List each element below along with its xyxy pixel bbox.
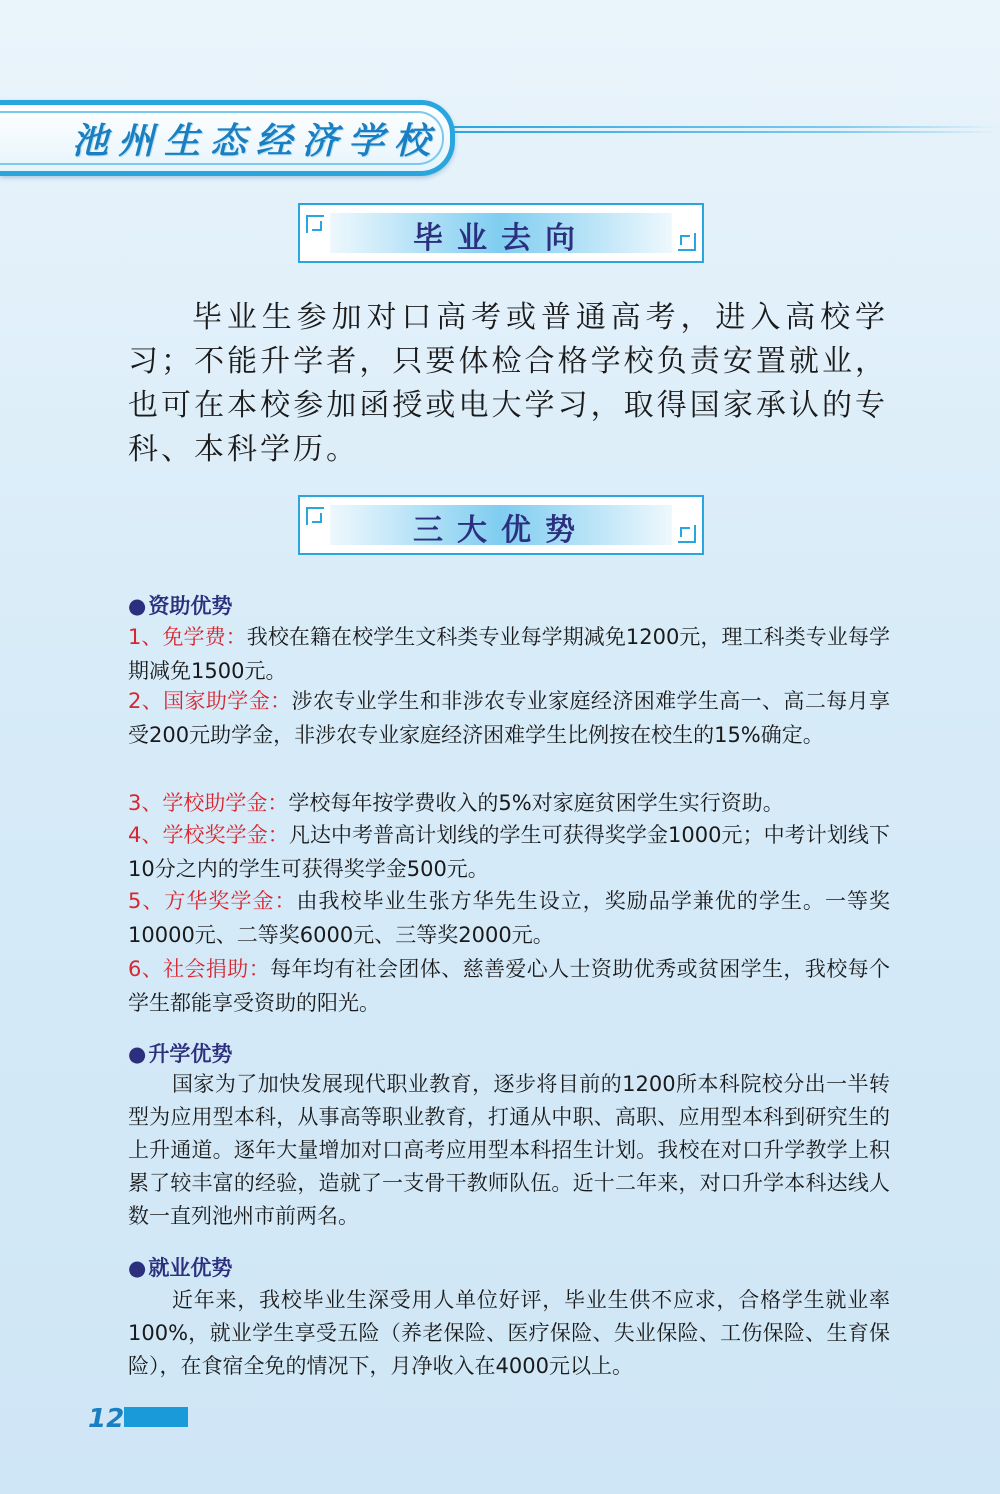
aid-item [128,786,890,820]
graduation-paragraph: 毕业生参加对口高考或普通高考，进入高校学习；不能升学者，只要体检合格学校负责安置就业，也可在本校参加函授或电大学习，取得国家承认的专科、本科学历。 [128,300,888,467]
aid-item-label: 6、社会捐助： [128,957,271,981]
section-title: 三大优势 [413,513,589,548]
page-number: 12 [88,1404,125,1434]
aid-item [128,818,890,886]
aid-item-label: 4、学校奖学金： [128,823,289,847]
aid-item-text: 我校在籍在校学生文科类专业每学期减免1200元，理工科类专业每学期减免1500元。 [128,625,890,683]
school-name: 池州生态经济学校 [72,120,441,162]
aid-item-text: 凡达中考普高计划线的学生可获得奖学金1000元；中考计划线下10分之内的学生可获得奖学金500元。 [128,823,890,881]
header-banner [0,100,455,176]
aid-item-text: 每年均有社会团体、慈善爱心人士资助优秀或贫困学生，我校每个学生都能享受资助的阳光。 [128,957,890,1015]
aid-item-label: 2、国家助学金： [128,689,292,713]
aid-heading: ●资助优势 [128,594,233,618]
aid-item-text: 涉农专业学生和非涉农专业家庭经济困难学生高一、高二每月享受200元助学金，非涉农专业家庭经济困难学生比例按在校生的15%确定。 [128,689,890,747]
employment-paragraph: 近年来，我校毕业生深受用人单位好评，毕业生供不应求，合格学生就业率100%，就业学生享受五险（养老保险、医疗保险、失业保险、工伤保险、生育保险），在食宿全免的情况下，月净收入在4000元以上。 [128,1288,890,1378]
employment-heading: ●就业优势 [128,1256,233,1280]
aid-item [128,952,890,1020]
bullet-dot-icon: ● [128,1256,147,1280]
aid-item-label: 3、学校助学金： [128,791,289,815]
aid-item-label: 1、免学费： [128,625,247,649]
section-title-box-graduation [298,203,704,263]
bullet-dot-icon: ● [128,594,147,618]
aid-item [128,884,890,952]
aid-item-text: 学校每年按学费收入的5%对家庭贫困学生实行资助。 [288,791,784,815]
aid-item-text: 由我校毕业生张方华先生设立，奖励品学兼优的学生。一等奖10000元、二等奖6000元、三等奖2000元。 [128,889,890,947]
page-number-bar [124,1407,188,1427]
further-study-paragraph: 国家为了加快发展现代职业教育，逐步将目前的1200所本科院校分出一半转型为应用型本科，从事高等职业教育，打通从中职、高职、应用型本科到研究生的上升通道。逐年大量增加对口高考应用型本科招生计划。我校在对口升学教学上积累了较丰富的经验，造就了一支骨干教师队伍。近十二年来，对口升学本科达线人数一直列池州市前两名。 [128,1072,890,1228]
banner-decorative-lines [452,126,1000,140]
bullet-dot-icon: ● [128,1042,147,1066]
aid-item-label: 5、方华奖学金： [128,889,297,913]
section-title-box-advantages [298,495,704,555]
aid-item [128,620,890,688]
further-study-heading: ●升学优势 [128,1042,233,1066]
section-title: 毕业去向 [413,221,589,256]
aid-item [128,684,890,752]
